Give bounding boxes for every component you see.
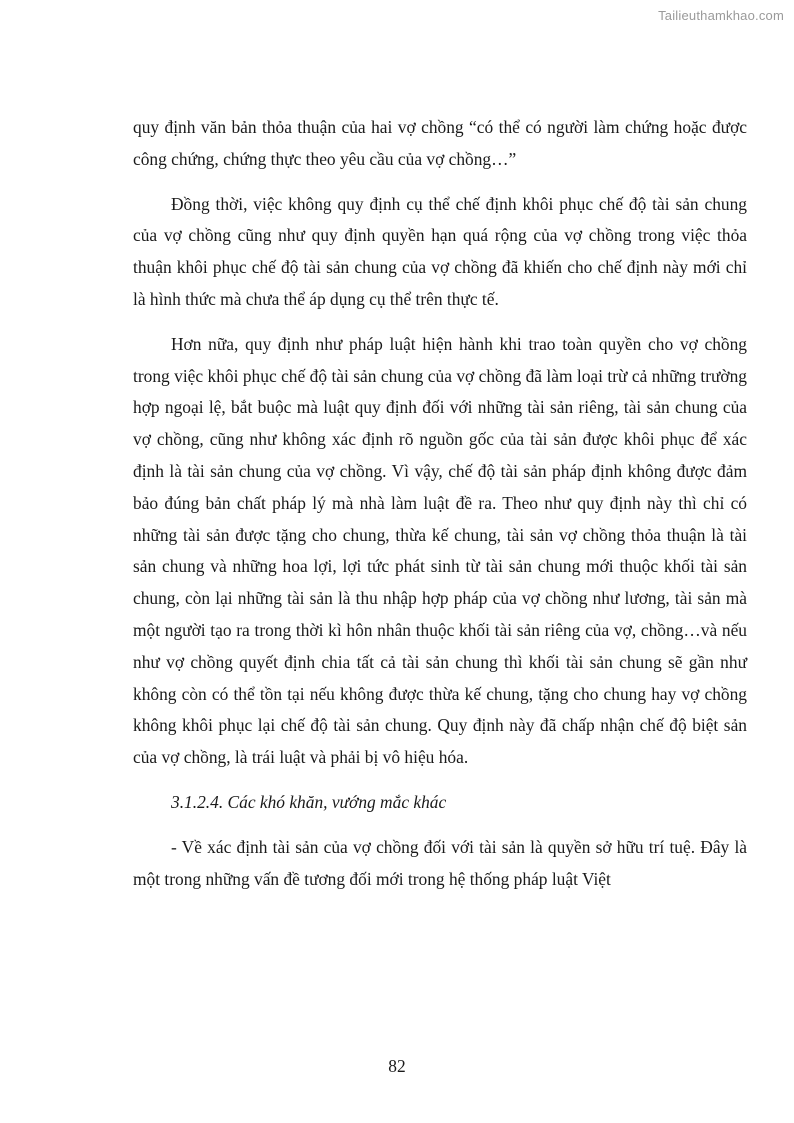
paragraph-4: - Về xác định tài sản của vợ chồng đối với tài sản là quyền sở hữu trí tuệ. Đây là một trong những vấn đề tương đối mới trong hệ thống pháp luật Việt xyxy=(133,836,747,889)
section-heading: 3.1.2.4. Các khó khăn, vướng mắc khác xyxy=(171,791,447,812)
paragraph-3: Hơn nữa, quy định như pháp luật hiện hành khi trao toàn quyền cho vợ chồng trong việc khôi phục chế độ tài sản chung của vợ chồng đã làm loại trừ cả những trường hợp ngoại lệ, bắt buộc mà luật quy định đối với những tài sản riêng, tài sản chung của vợ chồng, cũng như không xác định rõ nguồn gốc của tài sản được khôi phục để xác định là tài sản chung của vợ chồng. Vì vậy, chế độ tài sản pháp định không được đảm bảo đúng bản chất pháp lý mà nhà làm luật đề ra. Theo như quy định này thì chỉ có những tài sản được tặng cho chung, thừa kế chung, tài sản vợ chồng thỏa thuận là tài sản chung và những hoa lợi, lợi tức phát sinh từ tài sản chung mới thuộc khối tài sản chung, còn lại những tài sản là thu nhập hợp pháp của vợ chồng như lương, tài sản mà một người tạo ra trong thời kì hôn nhân thuộc khối tài sản riêng của vợ, chồng…và nếu như vợ chồng quyết định chia tất cả tài sản chung thì khối tài sản chung sẽ gần như không còn có thể tồn tại nếu không được thừa kế chung, tặng cho chung hay vợ chồng không khôi phục lại chế độ tài sản chung. Quy định này đã chấp nhận chế độ biệt sản của vợ chồng, là trái luật và phải bị vô hiệu hóa. xyxy=(133,333,747,768)
paragraph-2: Đồng thời, việc không quy định cụ thể chế định khôi phục chế độ tài sản chung của vợ chồng cũng như quy định quyền hạn quá rộng của vợ chồng trong việc thỏa thuận khôi phục chế độ tài sản chung của vợ chồng đã khiến cho chế định này mới chỉ là hình thức mà chưa thể áp dụng cụ thể trên thực tế. xyxy=(133,193,747,309)
paragraph-1: quy định văn bản thỏa thuận của hai vợ chồng “có thể có người làm chứng hoặc được công chứng, chứng thực theo yêu cầu của vợ chồng…” xyxy=(133,117,747,169)
document-body xyxy=(133,112,747,895)
watermark: Tailieuthamkhao.com xyxy=(658,8,784,23)
page-number: 82 xyxy=(388,1056,406,1076)
